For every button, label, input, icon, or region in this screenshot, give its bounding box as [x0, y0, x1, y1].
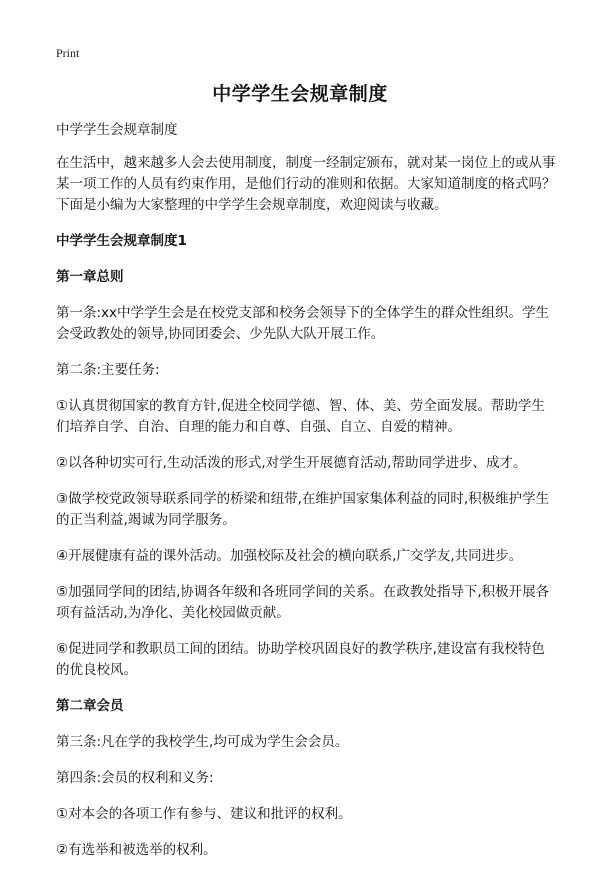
chapter-2-heading: 第二章会员: [56, 698, 124, 714]
section-heading: 中学学生会规章制度1: [56, 233, 187, 249]
article-1: 第一条:xx中学学生会是在校党支部和校务会领导下的全体学生的群众性组织。学生会受政教处的领导,协同团委会、少先队大队开展工作。: [56, 305, 550, 342]
task-item: ⑤加强同学间的团结,协调各年级和各班同学间的关系。在政教处指导下,积极开展各项有益活动,为净化、美化校园做贡献。: [56, 584, 550, 621]
print-link[interactable]: Print: [56, 46, 80, 60]
article-3: 第三条:凡在学的我校学生,均可成为学生会会员。: [56, 734, 349, 750]
rights-item: ②有选举和被选举的权利。: [56, 842, 217, 858]
page-title: 中学学生会规章制度: [212, 83, 388, 105]
task-item: ④开展健康有益的课外活动。加强校际及社会的横向联系,广交学友,共同进步。: [56, 548, 523, 564]
document-subtitle: 中学学生会规章制度: [56, 122, 178, 138]
document-body: [56, 120, 556, 876]
intro-paragraph: 在生活中，越来越多人会去使用制度，制度一经制定颁布，就对某一岗位上的或从事某一项工作的人员有约束作用，是他们行动的准则和依据。大家知道制度的格式吗？下面是小编为大家整理的中学学生会规章制度，欢迎阅读与收藏。: [56, 155, 556, 213]
task-item: ②以各种切实可行,生动活泼的形式,对学生开展德育活动,帮助同学进步、成才。: [56, 455, 527, 471]
task-item: ①认真贯彻国家的教育方针,促进全校同学德、智、体、美、劳全面发展。帮助学生们培养自学、自治、自理的能力和自尊、自强、自立、自爱的精神。: [56, 398, 545, 435]
task-item: ③做学校党政领导联系同学的桥梁和纽带,在维护国家集体利益的同时,积极维护学生的正当利益,竭诚为同学服务。: [56, 491, 550, 528]
article-2: 第二条:主要任务:: [56, 362, 160, 378]
task-item: ⑥促进同学和教职员工间的团结。协助学校巩固良好的教学秩序,建设富有我校特色的优良校风。: [56, 641, 545, 678]
rights-item: ①对本会的各项工作有参与、建议和批评的权利。: [56, 806, 352, 822]
chapter-1-heading: 第一章总则: [56, 269, 124, 285]
article-4: 第四条:会员的权利和义务:: [56, 770, 214, 786]
